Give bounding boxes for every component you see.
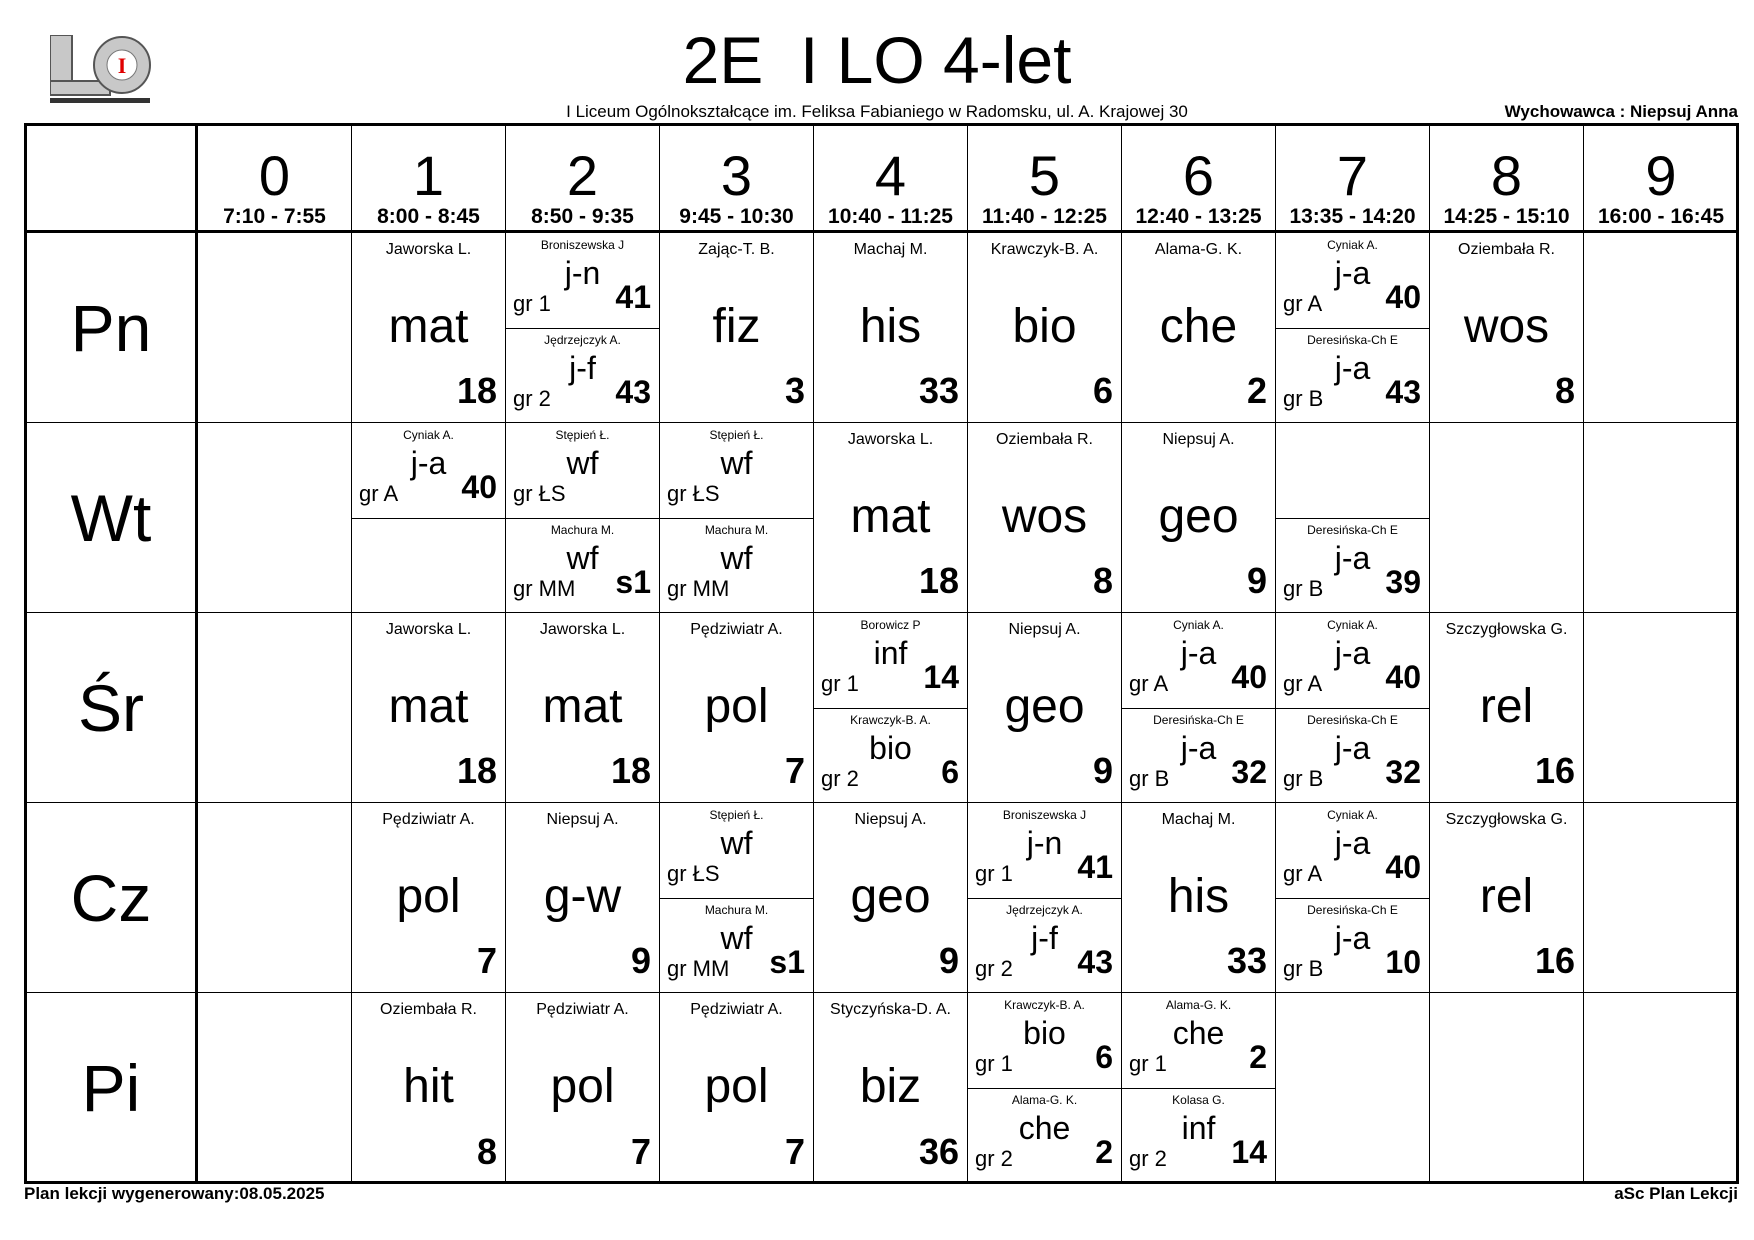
empty-cell [1584,993,1738,1183]
lesson-teacher: Cyniak A. [403,428,454,442]
lesson-teacher: Deresińska-Ch E [1307,713,1398,727]
lesson-cell [1122,423,1276,613]
day-label: Pn [27,233,198,423]
lesson-teacher: Machura M. [550,523,615,537]
lesson-group: gr A [1129,671,1169,696]
lesson-room: 7 [630,1131,651,1172]
lesson-teacher: Pędziwiatr A. [690,1001,783,1018]
day-label: Cz [27,803,198,993]
lesson-teacher: Jaworska L. [385,241,472,258]
lesson-group-top [1276,613,1429,709]
empty-cell [198,993,352,1183]
lesson-room: 39 [1385,564,1421,600]
lesson-cell [814,423,968,613]
lesson-group: gr A [1283,671,1323,696]
lesson-teacher: Krawczyk-B. A. [1004,998,1085,1012]
lesson-subject: inf [873,635,908,671]
lesson-group-top [814,613,967,709]
lesson-subject: che [1159,300,1238,353]
lesson-group-bot [1122,1088,1275,1183]
lesson-group-top [506,233,659,329]
lesson-subject: j-a [1334,350,1371,386]
lesson-group: gr MM [513,576,576,601]
lesson-cell [814,993,968,1183]
lesson-room: 18 [456,370,497,411]
generated-date: Plan lekcji wygenerowany:08.05.2025 [24,1184,325,1203]
period-header [968,126,1122,233]
period-time: 16:00 - 16:45 [1597,205,1725,228]
lesson-subject: j-a [1334,540,1371,576]
empty-cell [1584,233,1738,423]
period-time: 9:45 - 10:30 [679,205,794,228]
lesson-group-bot [1122,708,1275,803]
lesson-room: 40 [1385,849,1421,885]
period-time: 12:40 - 13:25 [1135,205,1262,228]
lesson-teacher: Krawczyk-B. A. [850,713,931,727]
lesson-cell [814,803,968,993]
lesson-teacher: Krawczyk-B. A. [990,241,1099,258]
lesson-teacher: Deresińska-Ch E [1153,713,1244,727]
lesson-teacher: Deresińska-Ch E [1307,333,1398,347]
lesson-group-top [1276,233,1429,329]
period-number: 9 [1645,144,1677,207]
lesson-room: 9 [630,940,651,981]
lesson-room: 7 [784,750,805,791]
split-lesson-cell [1276,233,1430,423]
period-number: 2 [566,144,599,207]
lesson-teacher: Stępień Ł. [709,428,764,442]
software-name: aSc Plan Lekcji [1614,1184,1738,1203]
lesson-subject: rel [1479,680,1534,733]
lesson-group: gr B [1283,956,1324,981]
split-lesson-cell [968,993,1122,1183]
lesson-cell [814,233,968,423]
lesson-group: gr B [1283,386,1324,411]
lesson-group-bot [660,518,813,613]
lesson-group-bot [1276,328,1429,423]
lesson-room: 36 [918,1131,959,1172]
svg-text:I: I [117,53,127,78]
lesson-subject: hit [403,1060,454,1113]
lesson-teacher: Cyniak A. [1173,618,1224,632]
lesson-room: 16 [1534,940,1575,981]
corner-cell [27,126,198,233]
lesson-group-bot [506,328,659,423]
lesson-room: 3 [784,370,805,411]
lesson-room: 2 [1246,370,1267,411]
lesson-subject: fiz [712,300,761,353]
period-number: 4 [874,144,907,207]
lesson-subject: wf [720,920,753,956]
lesson-group-bot [1276,518,1429,613]
school-name: I Liceum Ogólnokształcące im. Feliksa Fabianiego w Radomsku, ul. A. Krajowej 30 [566,102,1188,121]
lesson-room: 2 [1249,1039,1267,1075]
lesson-teacher: Machura M. [704,523,769,537]
lesson-subject: inf [1181,1110,1216,1146]
lesson-teacher: Jaworska L. [385,621,472,638]
lesson-room: 41 [1077,849,1113,885]
lesson-teacher: Broniszewska J [540,238,625,252]
period-time: 8:50 - 9:35 [531,205,634,228]
lesson-room: 41 [615,279,651,315]
lesson-cell [1122,233,1276,423]
lesson-teacher: Stępień Ł. [555,428,610,442]
lesson-room: 8 [1092,560,1113,601]
lesson-teacher: Oziembała R. [380,1001,477,1018]
lesson-group: gr B [1283,766,1324,791]
lesson-subject: rel [1479,870,1534,923]
timetable-grid [24,123,1739,1184]
period-header [1276,126,1430,233]
lesson-cell [660,613,814,803]
period-header [1122,126,1276,233]
lesson-subject: j-a [1334,825,1371,861]
lesson-teacher: Oziembała R. [996,431,1093,448]
lesson-group: gr ŁS [667,481,720,506]
lesson-group-top [1276,803,1429,899]
empty-cell [198,233,352,423]
page-title: 2E I LO 4-let [682,23,1072,97]
lesson-group-top [1122,993,1275,1089]
lesson-room: 43 [1077,944,1113,980]
period-time: 11:40 - 12:25 [982,205,1107,228]
lesson-group-top [352,423,505,519]
lesson-cell [506,993,660,1183]
lesson-subject: pol [704,1060,769,1113]
lesson-subject: j-a [1334,255,1371,291]
lesson-teacher: Machura M. [704,903,769,917]
lesson-subject: biz [859,1060,922,1113]
period-header [660,126,814,233]
lesson-group-bot [968,1088,1121,1183]
lesson-group-top [660,423,813,519]
lesson-cell [1430,233,1584,423]
lesson-teacher: Jędrzejczyk A. [544,333,621,347]
lesson-room: 40 [1231,659,1267,695]
split-lesson-cell [968,803,1122,993]
lesson-subject: pol [396,870,461,923]
lesson-cell [352,803,506,993]
lesson-teacher: Deresińska-Ch E [1307,903,1398,917]
lesson-group: gr ŁS [667,861,720,886]
lesson-group: gr 1 [821,671,859,696]
empty-cell [1430,423,1584,613]
lesson-cell [1430,803,1584,993]
lesson-subject: j-n [1026,825,1063,861]
lesson-room: 16 [1534,750,1575,791]
lesson-room: 40 [1385,659,1421,695]
empty-cell [1276,993,1430,1183]
lesson-room: 9 [1246,560,1267,601]
period-number: 1 [412,144,445,207]
lesson-teacher: Niepsuj A. [1008,621,1081,638]
lesson-teacher: Szczygłowska G. [1445,621,1568,638]
lesson-room: 40 [461,469,497,505]
day-label: Wt [27,423,198,613]
lesson-subject: j-a [1180,635,1217,671]
lesson-subject: j-a [1180,730,1217,766]
lesson-room: 43 [1385,374,1421,410]
lesson-room: 7 [476,940,497,981]
lesson-group-bot [1276,708,1429,803]
lesson-subject: wf [720,825,753,861]
lesson-subject: pol [704,680,769,733]
lesson-subject: bio [1023,1015,1066,1051]
lesson-teacher: Kolasa G. [1172,1093,1225,1107]
lesson-subject: wf [720,540,753,576]
lesson-room: 9 [1092,750,1113,791]
lesson-group: gr 1 [975,1051,1013,1076]
lesson-cell [352,993,506,1183]
lesson-room: 18 [610,750,651,791]
lesson-teacher: Jaworska L. [847,431,934,448]
lesson-teacher: Niepsuj A. [854,811,927,828]
lesson-teacher: Zając-T. B. [698,241,775,258]
lesson-group-bot [1276,898,1429,993]
lesson-room: 32 [1385,754,1421,790]
lesson-teacher: Niepsuj A. [546,811,619,828]
lesson-teacher: Alama-G. K. [1165,998,1232,1012]
lesson-teacher: Pędziwiatr A. [382,811,475,828]
lesson-subject: his [859,300,922,353]
lesson-cell [352,233,506,423]
lesson-room: 33 [1226,940,1267,981]
lesson-group-bot [660,898,813,993]
period-header [198,126,352,233]
split-lesson-cell [506,423,660,613]
split-lesson-cell [1122,613,1276,803]
lesson-room: 10 [1385,944,1421,980]
lesson-teacher: Machaj M. [853,241,928,258]
lesson-teacher: Styczyńska-D. A. [830,1001,951,1018]
empty-cell [198,803,352,993]
lesson-group: gr 1 [513,291,551,316]
period-number: 7 [1336,144,1369,207]
lesson-subject: geo [1004,680,1085,733]
lesson-teacher: Borowicz P [860,618,921,632]
lesson-cell [968,233,1122,423]
lesson-room: 8 [1554,370,1575,411]
day-label: Śr [27,613,198,803]
period-time: 7:10 - 7:55 [223,205,326,228]
lesson-group: gr 2 [821,766,859,791]
lesson-teacher: Pędziwiatr A. [536,1001,629,1018]
lesson-group: gr 2 [1129,1146,1167,1171]
lesson-subject: mat [388,300,469,353]
lesson-subject: wf [566,445,599,481]
period-time: 8:00 - 8:45 [377,205,480,228]
lesson-teacher: Jaworska L. [539,621,626,638]
period-header [506,126,660,233]
lesson-teacher: Alama-G. K. [1011,1093,1078,1107]
lesson-group: gr 2 [975,1146,1013,1171]
lesson-teacher: Cyniak A. [1327,238,1378,252]
split-lesson-cell [506,233,660,423]
lesson-cell [1122,803,1276,993]
lesson-group: gr 2 [513,386,551,411]
lesson-cell [352,613,506,803]
lesson-cell [506,803,660,993]
lesson-subject: j-a [410,445,447,481]
lesson-teacher: Pędziwiatr A. [690,621,783,638]
lesson-group-bot [968,898,1121,993]
lesson-group: gr A [1283,861,1323,886]
split-lesson-cell [1122,993,1276,1183]
lesson-subject: wf [566,540,599,576]
lesson-room: 6 [941,754,959,790]
lesson-room: 18 [456,750,497,791]
lesson-room: 9 [938,940,959,981]
lesson-group-top [968,803,1121,899]
lesson-teacher: Broniszewska J [1002,808,1087,822]
lesson-subject: wos [1001,490,1088,543]
lesson-subject: j-f [569,350,596,386]
lesson-teacher: Cyniak A. [1327,808,1378,822]
lesson-group: gr B [1283,576,1324,601]
lesson-subject: g-w [543,870,622,923]
lesson-teacher: Stępień Ł. [709,808,764,822]
split-lesson-cell [1276,423,1430,613]
lesson-cell [660,993,814,1183]
lesson-subject: che [1172,1015,1225,1051]
lesson-room: 6 [1095,1039,1113,1075]
lesson-cell [506,613,660,803]
lesson-subject: j-a [1334,920,1371,956]
empty-half [1276,423,1429,519]
lesson-group: gr A [1283,291,1323,316]
lesson-subject: che [1018,1110,1071,1146]
split-lesson-cell [660,803,814,993]
lesson-teacher: Alama-G. K. [1154,241,1243,258]
lesson-group: gr ŁS [513,481,566,506]
lesson-subject: his [1167,870,1230,923]
class-teacher: Wychowawca : Niepsuj Anna [1504,102,1738,121]
lesson-room: s1 [769,944,805,980]
period-header [1430,126,1584,233]
lesson-cell [1430,613,1584,803]
lesson-room: 8 [476,1131,497,1172]
lesson-room: 33 [918,370,959,411]
empty-cell [1584,803,1738,993]
lesson-room: 7 [784,1131,805,1172]
lesson-subject: bio [1012,300,1077,353]
split-lesson-cell [352,423,506,613]
empty-cell [198,613,352,803]
lesson-group-top [660,803,813,899]
empty-cell [1584,613,1738,803]
lesson-cell [968,423,1122,613]
period-time: 14:25 - 15:10 [1443,205,1570,228]
lesson-subject: geo [1158,490,1239,543]
lesson-subject: j-f [1031,920,1058,956]
day-label: Pi [27,993,198,1183]
lesson-group: gr 1 [1129,1051,1167,1076]
lesson-subject: mat [542,680,623,733]
lesson-subject: wos [1463,300,1550,353]
lesson-teacher: Cyniak A. [1327,618,1378,632]
lesson-subject: wf [720,445,753,481]
lesson-room: 6 [1092,370,1113,411]
lesson-subject: mat [388,680,469,733]
empty-cell [198,423,352,613]
empty-cell [1430,993,1584,1183]
split-lesson-cell [660,423,814,613]
lesson-room: 2 [1095,1134,1113,1170]
period-number: 6 [1182,144,1215,207]
period-number: 0 [258,144,291,207]
lesson-room: 40 [1385,279,1421,315]
lesson-teacher: Deresińska-Ch E [1307,523,1398,537]
lesson-cell [660,233,814,423]
lesson-group: gr 2 [975,956,1013,981]
lesson-subject: j-n [564,255,601,291]
lesson-subject: mat [850,490,931,543]
period-time: 13:35 - 14:20 [1289,205,1416,228]
lesson-cell [968,613,1122,803]
lesson-group: gr 1 [975,861,1013,886]
lesson-group: gr MM [667,956,730,981]
period-header [1584,126,1738,233]
period-number: 3 [720,144,753,207]
lesson-group: gr A [359,481,399,506]
lesson-group-bot [506,518,659,613]
lesson-room: 18 [918,560,959,601]
lesson-room: 43 [615,374,651,410]
period-number: 8 [1490,144,1523,207]
lesson-subject: geo [850,870,931,923]
period-header [814,126,968,233]
split-lesson-cell [814,613,968,803]
period-number: 5 [1028,144,1061,207]
lesson-teacher: Oziembała R. [1458,241,1555,258]
lesson-teacher: Jędrzejczyk A. [1006,903,1083,917]
lesson-group-top [1122,613,1275,709]
split-lesson-cell [1276,613,1430,803]
lesson-group: gr MM [667,576,730,601]
lesson-group-bot [814,708,967,803]
lesson-room: 14 [923,659,959,695]
lesson-teacher: Niepsuj A. [1162,431,1235,448]
lesson-room: s1 [615,564,651,600]
period-header [352,126,506,233]
lesson-teacher: Szczygłowska G. [1445,811,1568,828]
split-lesson-cell [1276,803,1430,993]
lesson-teacher: Machaj M. [1161,811,1236,828]
lesson-subject: j-a [1334,730,1371,766]
lesson-group-top [506,423,659,519]
empty-cell [1584,423,1738,613]
lesson-group-top [968,993,1121,1089]
lesson-group: gr B [1129,766,1170,791]
lesson-room: 32 [1231,754,1267,790]
lesson-room: 14 [1231,1134,1267,1170]
period-time: 10:40 - 11:25 [828,205,953,228]
lesson-subject: bio [869,730,912,766]
lesson-subject: pol [550,1060,615,1113]
lesson-subject: j-a [1334,635,1371,671]
